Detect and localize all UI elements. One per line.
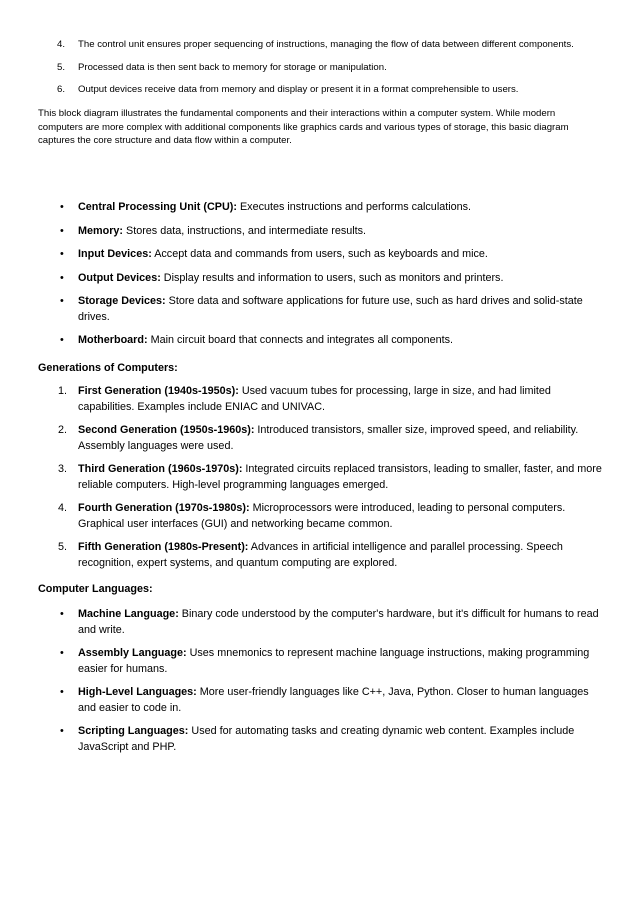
definition: Accept data and commands from users, such as keyboards and mice.	[151, 248, 488, 260]
definition: Introduced transistors, smaller size, improved speed, and reliability. Assembly languages were used.	[78, 424, 579, 452]
list-item	[0, 294, 608, 325]
list-text: Output devices receive data from memory and display or present it in a format comprehensible to users.	[78, 84, 519, 95]
bullet: •	[60, 334, 64, 346]
definition: Store data and software applications for future use, such as hard drives and solid-state drives.	[78, 295, 583, 323]
definition: Used vacuum tubes for processing, large in size, and had limited capabilities. Examples include ENIAC and UNIVAC.	[78, 385, 551, 413]
bullet: •	[60, 686, 64, 698]
data-flow-steps-list	[0, 38, 638, 106]
term: Scripting Languages:	[78, 725, 189, 737]
definition: Binary code understood by the computer's hardware, but it's difficult for humans to read and write.	[78, 608, 599, 636]
definition: Advances in artificial intelligence and parallel processing. Speech recognition, expert systems, and quantum computing are explored.	[78, 541, 563, 569]
definition: Display results and information to users, such as monitors and printers.	[160, 271, 504, 284]
term: Fifth Generation (1980s-Present):	[78, 541, 249, 553]
list-item	[0, 384, 608, 415]
bullet: •	[60, 248, 64, 260]
term: Third Generation (1960s-1970s):	[78, 463, 243, 475]
list-item	[0, 333, 608, 349]
list-item	[0, 200, 608, 216]
generations-list	[0, 384, 638, 579]
bullet: •	[60, 725, 64, 737]
term: Machine Language:	[78, 608, 179, 620]
components-list	[0, 200, 638, 357]
list-number: 5.	[58, 541, 68, 553]
list-number: 2.	[58, 424, 68, 436]
list-item	[0, 224, 608, 240]
intro-paragraph: This block diagram illustrates the fundamental components and their interactions within a computer system. While modern computers are more complex with additional components like graphics cards and various types of storage, this basic diagram captures the core structure and data flow within a computer.	[38, 108, 569, 146]
definition: Used for automating tasks and creating dynamic web content. Examples include JavaScript and PHP.	[78, 725, 575, 753]
term: Storage Devices:	[78, 295, 166, 307]
list-item	[0, 61, 598, 75]
list-number: 1.	[58, 385, 68, 397]
bullet: •	[60, 201, 64, 213]
term: Memory:	[78, 224, 123, 237]
bullet: •	[60, 224, 64, 237]
definition: Stores data, instructions, and intermediate results.	[123, 224, 367, 237]
list-text: Processed data is then sent back to memory for storage or manipulation.	[78, 61, 387, 73]
bullet: •	[60, 608, 64, 620]
list-item	[0, 685, 608, 716]
term: Output Devices:	[78, 271, 161, 284]
list-item	[0, 38, 598, 52]
term: Central Processing Unit (CPU):	[78, 201, 237, 213]
definition: Microprocessors were introduced, leading to personal computers. Graphical user interfaces (GUI) and networking became common.	[78, 502, 566, 530]
term: Motherboard:	[78, 334, 148, 346]
languages-list	[0, 607, 638, 763]
definition: Executes instructions and performs calculations.	[236, 201, 472, 213]
list-number: 4.	[57, 39, 66, 50]
list-item	[0, 83, 598, 97]
languages-heading: Computer Languages:	[38, 583, 153, 595]
list-item	[0, 607, 608, 638]
definition: More user-friendly languages like C++, Java, Python. Closer to human languages and easier to code in.	[78, 686, 589, 714]
term: Input Devices:	[78, 248, 152, 260]
term: High-Level Languages:	[78, 686, 197, 698]
bullet: •	[60, 271, 64, 284]
list-text: The control unit ensures proper sequencing of instructions, managing the flow of data between different components.	[78, 39, 574, 50]
list-number: 4.	[58, 502, 68, 514]
list-number: 6.	[57, 84, 66, 95]
definition: Integrated circuits replaced transistors, leading to smaller, faster, and more reliable computers. High-level programming languages emerged.	[78, 463, 602, 491]
definition: Main circuit board that connects and integrates all components.	[147, 334, 454, 346]
generations-heading: Generations of Computers:	[38, 362, 178, 374]
term: Second Generation (1950s-1960s):	[78, 424, 255, 436]
list-item	[0, 271, 608, 287]
list-number: 5.	[57, 61, 66, 73]
list-item	[0, 462, 608, 493]
list-item	[0, 540, 608, 571]
definition: Uses mnemonics to represent machine language instructions, making programming easier for humans.	[78, 647, 590, 675]
list-item	[0, 423, 608, 454]
bullet: •	[60, 295, 64, 307]
term: Assembly Language:	[78, 647, 187, 659]
list-item	[0, 247, 608, 263]
list-number: 3.	[58, 463, 68, 475]
bullet: •	[60, 647, 64, 659]
term: Fourth Generation (1970s-1980s):	[78, 502, 250, 514]
list-item	[0, 646, 608, 677]
list-item	[0, 724, 608, 755]
list-item	[0, 501, 608, 532]
term: First Generation (1940s-1950s):	[78, 385, 239, 397]
